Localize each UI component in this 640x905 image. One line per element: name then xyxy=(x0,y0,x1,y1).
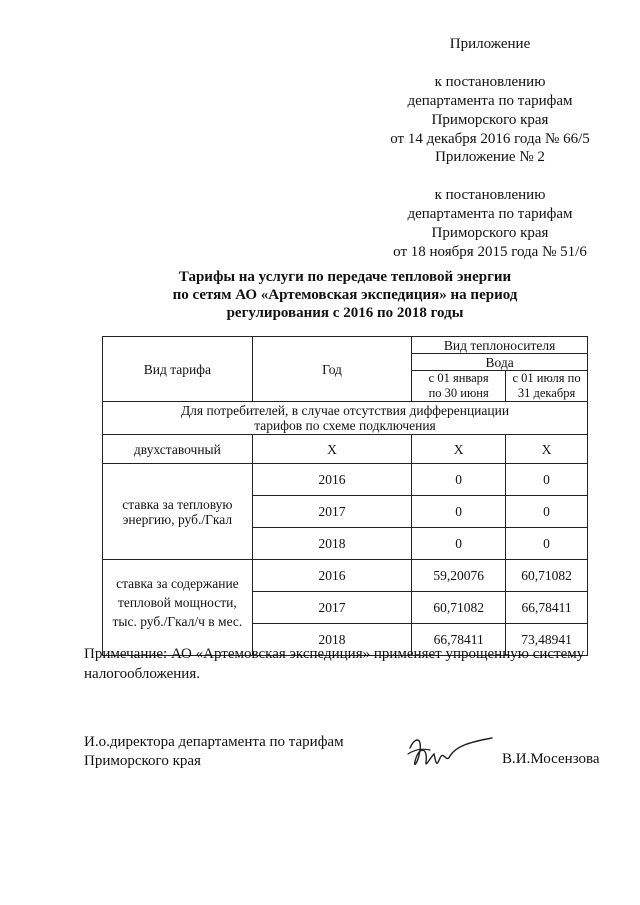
appendix-header xyxy=(380,35,600,149)
table-cell: 60,71082 xyxy=(412,592,506,624)
capacity-rate-label-line: тепловой мощности, xyxy=(118,595,237,610)
signatory-position-line: И.о.директора департамента по тарифам xyxy=(84,734,344,750)
appendix-line: к постановлению xyxy=(434,74,546,90)
energy-rate-label-line: энергию, руб./Гкал xyxy=(122,511,233,527)
appendix-2-line: департамента по тарифам xyxy=(407,206,573,222)
energy-rate-label xyxy=(103,464,253,560)
header-carrier: Вид теплоносителя xyxy=(412,337,588,354)
appendix-2-label: Приложение № 2 xyxy=(435,149,545,165)
appendix-line: департамента по тарифам xyxy=(407,93,573,109)
header-period-2-line: с 01 июля по xyxy=(512,371,581,385)
appendix-2-line: от 18 ноября 2015 года № 51/6 xyxy=(393,244,587,260)
appendix-2-header xyxy=(380,148,600,262)
title-line: по сетям АО «Артемовская экспедиция» на период xyxy=(172,287,518,303)
table-cell: 66,78411 xyxy=(506,592,588,624)
energy-rate-label-line: ставка за тепловую xyxy=(122,496,233,512)
capacity-rate-label-line: ставка за содержание xyxy=(116,576,239,591)
appendix-line: Приморского края xyxy=(431,112,549,128)
appendix-2-line: Приморского края xyxy=(431,225,549,241)
table-cell: 2016 xyxy=(252,464,411,496)
table-cell: Х xyxy=(252,435,411,464)
table-cell: 0 xyxy=(412,464,506,496)
two-part-label: двухставочный xyxy=(103,435,253,464)
header-year: Год xyxy=(252,337,411,402)
tariff-table xyxy=(102,336,588,656)
capacity-rate-label xyxy=(103,560,253,656)
table-cell: 2016 xyxy=(252,560,411,592)
table-cell: 59,20076 xyxy=(412,560,506,592)
table-cell: 66,78411 xyxy=(412,624,506,656)
signatory-position-line: Приморского края xyxy=(84,753,201,769)
table-cell: 2018 xyxy=(252,624,411,656)
table-cell: 0 xyxy=(506,464,588,496)
header-tariff-type: Вид тарифа xyxy=(103,337,253,402)
section-header xyxy=(103,402,588,435)
header-period-1 xyxy=(412,371,506,402)
table-cell: Х xyxy=(506,435,588,464)
table-cell: 0 xyxy=(506,528,588,560)
signatory-name: В.И.Мосензова xyxy=(502,751,600,767)
header-period-2 xyxy=(506,371,588,402)
appendix-line: от 14 декабря 2016 года № 66/5 xyxy=(390,131,590,147)
handwritten-signature xyxy=(400,728,500,778)
table-cell: 73,48941 xyxy=(506,624,588,656)
table-cell: 2017 xyxy=(252,496,411,528)
table-cell: 2017 xyxy=(252,592,411,624)
table-cell: 0 xyxy=(412,528,506,560)
appendix-2-line: к постановлению xyxy=(434,187,546,203)
table-cell: 0 xyxy=(412,496,506,528)
header-period-1-line: по 30 июня xyxy=(428,386,489,400)
capacity-rate-label-line: тыс. руб./Гкал/ч в мес. xyxy=(112,614,243,629)
title-line: регулирования с 2016 по 2018 годы xyxy=(226,305,464,321)
section-header-line: Для потребителей, в случае отсутствия дифференциации xyxy=(180,403,510,418)
appendix-label: Приложение xyxy=(449,36,531,52)
header-period-1-line: с 01 января xyxy=(428,371,489,385)
table-cell: 0 xyxy=(506,496,588,528)
signatory-position xyxy=(84,733,344,771)
table-cell: 60,71082 xyxy=(506,560,588,592)
section-header-line: тарифов по схеме подключения xyxy=(254,418,436,433)
header-period-2-line: 31 декабря xyxy=(517,386,576,400)
header-water: Вода xyxy=(412,354,588,371)
table-cell: 2018 xyxy=(252,528,411,560)
document-title xyxy=(100,268,590,322)
table-cell: Х xyxy=(412,435,506,464)
title-line: Тарифы на услуги по передаче тепловой энергии xyxy=(178,269,512,285)
note-text: Примечание: АО «Артемовская экспедиция» применяет упрощенную систему налогообложения. xyxy=(84,646,585,682)
